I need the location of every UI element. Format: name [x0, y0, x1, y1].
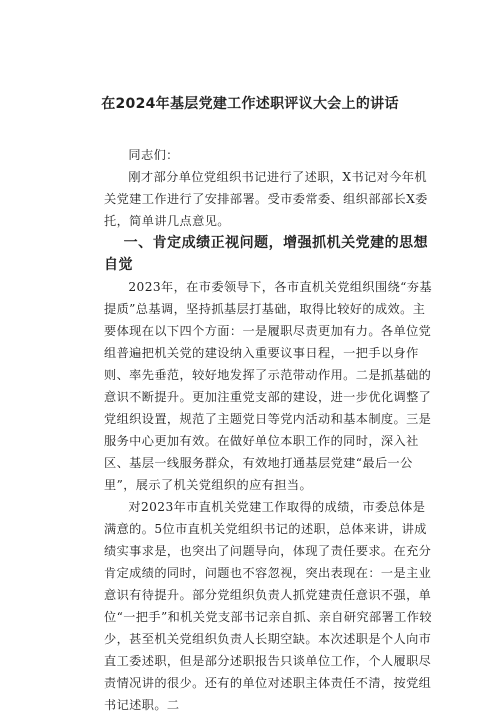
section-heading: 一、肯定成绩正视问题，增强抓机关党建的思想自觉 [104, 235, 429, 273]
page-title: 在2024年基层党建工作述职评议大会上的讲话 [101, 96, 399, 112]
paragraph-achievements: 2023年，在市委领导下，各市直机关党组织围绕“夯基提质”总基调，坚持抓基层打基础，取得比较好的成效。主要体现在以下四个方面：一是履职尽责更加有力。各单位党组普遍把机关党的建设纳入重要议事日程，一把手以身作则、率先垂范，较好地发挥了示范带动作用。二是抓基础的意识不断提升。更加注重党支部的建设，进一步优化调整了党组织设置，规范了主题党日等党内活动和基本制度。三是服务中心更加有效。在做好单位本职工作的同时，深入社区、基层一线服务群众，有效地打通基层党建“最后一公里”，展示了机关党组织的应有担当。 [104, 280, 432, 492]
paragraph-intro: 刚才部分单位党组织书记进行了述职，X书记对今年机关党建工作进行了安排部署。受市委常委、组织部部长X委托，简单讲几点意见。 [104, 170, 428, 228]
document-body [104, 144, 434, 716]
greeting: 同志们： [128, 148, 179, 162]
paragraph-problems: 对2023年市直机关党建工作取得的成绩，市委总体是满意的。5位市直机关党组织书记的述职，总体来讲，讲成绩实事求是，也突出了问题导向，体现了责任要求。在充分肯定成绩的同时，问题也不容忽视，突出表现在：一是主业意识有待提升。部分党组织负责人抓党建责任意识不强，单位“一把手”和机关党支部书记亲自抓、亲自研究部署工作较少，甚至机关党组织负责人长期空缺。本次述职是个人向市直工委述职，但是部分述职报告只谈单位工作，个人履职尽责情况讲的很少。还有的单位对述职主体责任不清，按党组书记述职。二 [104, 500, 432, 712]
